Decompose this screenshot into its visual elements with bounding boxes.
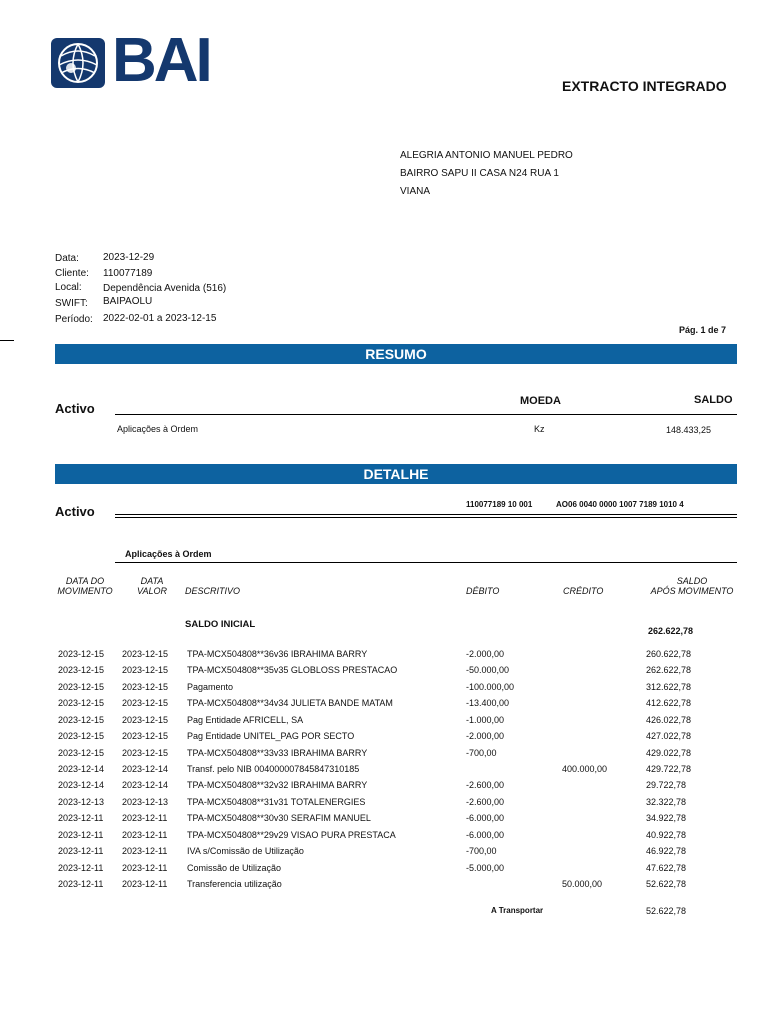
row-data-movimento: 2023-12-15 xyxy=(58,731,105,742)
row-data-valor: 2023-12-11 xyxy=(122,879,168,890)
table-row xyxy=(0,682,768,698)
row-data-movimento: 2023-12-14 xyxy=(58,764,105,774)
row-data-movimento: 2023-12-11 xyxy=(58,862,104,873)
table-row xyxy=(0,797,768,813)
row-data-valor: 2023-12-11 xyxy=(122,862,168,873)
row-descritivo: TPA-MCX504808**29v29 VISAO PURA PRESTACA xyxy=(187,829,396,840)
col-descritivo: DESCRITIVO xyxy=(185,586,241,596)
row-data-movimento: 2023-12-15 xyxy=(58,649,105,659)
row-data-valor: 2023-12-15 xyxy=(122,731,169,742)
row-saldo: 47.622,78 xyxy=(646,862,687,873)
row-saldo: 429.722,78 xyxy=(646,764,692,774)
detalhe-section-title: Activo xyxy=(55,504,95,519)
row-data-movimento: 2023-12-15 xyxy=(58,714,105,725)
meta-value-local: Dependência Avenida (516) xyxy=(103,283,227,294)
col-data-movimento: DATA DO MOVIMENTO xyxy=(57,576,113,596)
bai-logo-text: BAI xyxy=(112,26,210,95)
row-data-movimento: 2023-12-11 xyxy=(58,846,104,857)
client-city: VIANA xyxy=(400,186,431,197)
row-saldo: 427.022,78 xyxy=(646,731,692,742)
row-saldo: 32.322,78 xyxy=(646,796,687,807)
row-saldo: 46.922,78 xyxy=(646,846,687,857)
row-saldo: 34.922,78 xyxy=(646,813,687,824)
row-debito: -700,00 xyxy=(466,747,497,758)
table-row xyxy=(0,731,768,747)
row-data-valor: 2023-12-13 xyxy=(122,796,169,807)
saldo-inicial-value: 262.622,78 xyxy=(648,626,694,636)
row-data-valor: 2023-12-11 xyxy=(122,829,168,840)
row-descritivo: TPA-MCX504808**35v35 GLOBLOSS PRESTACAO xyxy=(187,665,398,676)
col-debito: DÉBITO xyxy=(466,586,500,596)
meta-value-swift: BAIPAOLU xyxy=(103,296,153,307)
row-data-movimento: 2023-12-14 xyxy=(58,780,105,791)
row-descritivo: Transferencia utilização xyxy=(187,879,282,890)
table-row xyxy=(0,649,768,665)
meta-value-periodo: 2022-02-01 a 2023-12-15 xyxy=(103,313,217,324)
client-name: ALEGRIA ANTONIO MANUEL PEDRO xyxy=(400,150,573,161)
row-descritivo: TPA-MCX504808**31v31 TOTALENERGIES xyxy=(187,796,366,807)
table-row xyxy=(0,863,768,879)
client-address-line: BAIRRO SAPU II CASA N24 RUA 1 xyxy=(400,168,559,179)
row-saldo: 426.022,78 xyxy=(646,714,692,725)
detalhe-band: DETALHE xyxy=(55,464,737,484)
row-debito: -2.000,00 xyxy=(466,649,505,659)
meta-value-cliente: 110077189 xyxy=(103,268,153,279)
row-data-movimento: 2023-12-15 xyxy=(58,698,105,709)
row-data-valor: 2023-12-15 xyxy=(122,649,169,659)
row-data-valor: 2023-12-14 xyxy=(122,780,169,791)
row-descritivo: Pag Entidade AFRICELL, SA xyxy=(187,714,304,725)
col-credito: CRÉDITO xyxy=(563,586,604,596)
meta-label-swift: SWIFT: xyxy=(55,298,88,309)
resumo-col-saldo: SALDO xyxy=(694,394,733,406)
row-saldo: 312.622,78 xyxy=(646,681,692,692)
row-data-movimento: 2023-12-11 xyxy=(58,879,104,890)
col-data-valor: DATA VALOR xyxy=(136,576,167,596)
resumo-section-title: Activo xyxy=(55,401,95,416)
table-row xyxy=(0,764,768,780)
resumo-header-rule xyxy=(115,414,737,415)
row-data-movimento: 2023-12-15 xyxy=(58,665,105,676)
row-debito: -1.000,00 xyxy=(466,714,505,725)
table-row xyxy=(0,830,768,846)
row-saldo: 262.622,78 xyxy=(646,665,692,676)
table-row xyxy=(0,879,768,895)
row-credito: 50.000,00 xyxy=(562,879,603,890)
row-data-valor: 2023-12-15 xyxy=(122,698,169,709)
bai-logo-globe-icon xyxy=(51,38,105,88)
row-descritivo: Pag Entidade UNITEL_PAG POR SECTO xyxy=(187,731,355,742)
resumo-col-moeda: MOEDA xyxy=(520,395,561,407)
row-descritivo: Comissão de Utilização xyxy=(187,862,282,873)
account-number: 110077189 10 001 xyxy=(466,500,533,509)
row-debito: -100.000,00 xyxy=(466,681,515,692)
saldo-inicial-label: SALDO INICIAL xyxy=(185,619,256,630)
subsection-rule xyxy=(115,562,737,563)
table-row xyxy=(0,715,768,731)
row-descritivo: TPA-MCX504808**30v30 SERAFIM MANUEL xyxy=(187,813,371,824)
row-debito: -13.400,00 xyxy=(466,698,510,709)
row-data-valor: 2023-12-11 xyxy=(122,846,168,857)
row-descritivo: TPA-MCX504808**36v36 IBRAHIMA BARRY xyxy=(187,649,368,659)
row-debito: -6.000,00 xyxy=(466,813,505,824)
row-descritivo: Transf. pelo NIB 004000007845847310185 xyxy=(187,764,360,774)
row-debito: -2.600,00 xyxy=(466,796,505,807)
row-descritivo: TPA-MCX504808**32v32 IBRAHIMA BARRY xyxy=(187,780,368,791)
row-data-valor: 2023-12-14 xyxy=(122,764,169,774)
detalhe-rule-bottom xyxy=(115,517,737,518)
meta-value-data: 2023-12-29 xyxy=(103,252,155,263)
row-data-movimento: 2023-12-15 xyxy=(58,681,105,692)
row-debito: -700,00 xyxy=(466,846,497,857)
margin-tick xyxy=(0,340,14,341)
resumo-row-moeda: Kz xyxy=(534,424,545,434)
resumo-band: RESUMO xyxy=(55,344,737,364)
subsection-title: Aplicações à Ordem xyxy=(125,549,212,559)
row-data-valor: 2023-12-11 xyxy=(122,813,168,824)
table-row xyxy=(0,748,768,764)
row-descritivo: Pagamento xyxy=(187,681,234,692)
row-data-valor: 2023-12-15 xyxy=(122,747,169,758)
document-title: EXTRACTO INTEGRADO xyxy=(562,78,727,94)
row-saldo: 52.622,78 xyxy=(646,879,687,890)
meta-label-local: Local: xyxy=(55,282,82,293)
table-row xyxy=(0,780,768,796)
row-data-movimento: 2023-12-11 xyxy=(58,829,104,840)
row-debito: -2.000,00 xyxy=(466,731,505,742)
resumo-row-saldo: 148.433,25 xyxy=(666,425,712,435)
detalhe-rule-top xyxy=(115,514,737,515)
row-data-valor: 2023-12-15 xyxy=(122,714,169,725)
row-data-movimento: 2023-12-15 xyxy=(58,747,105,758)
row-debito: -2.600,00 xyxy=(466,780,505,791)
meta-label-data: Data: xyxy=(55,253,79,264)
row-data-movimento: 2023-12-13 xyxy=(58,796,105,807)
row-debito: -50.000,00 xyxy=(466,665,510,676)
row-saldo: 429.022,78 xyxy=(646,747,692,758)
transport-value: 52.622,78 xyxy=(646,906,687,916)
table-row xyxy=(0,846,768,862)
col-saldo-apos: SALDO APÓS MOVIMENTO xyxy=(650,576,734,596)
row-descritivo: IVA s/Comissão de Utilização xyxy=(187,846,304,857)
table-row xyxy=(0,665,768,681)
row-saldo: 29.722,78 xyxy=(646,780,687,791)
transport-label: A Transportar xyxy=(491,906,544,915)
account-iban: AO06 0040 0000 1007 7189 1010 4 xyxy=(556,500,684,509)
row-data-valor: 2023-12-15 xyxy=(122,681,169,692)
table-row xyxy=(0,698,768,714)
page-number: Pág. 1 de 7 xyxy=(679,325,727,335)
table-row xyxy=(0,813,768,829)
resumo-row-label: Aplicações à Ordem xyxy=(117,424,199,434)
row-saldo: 260.622,78 xyxy=(646,649,692,659)
meta-label-cliente: Cliente: xyxy=(55,268,89,279)
row-descritivo: TPA-MCX504808**33v33 IBRAHIMA BARRY xyxy=(187,747,368,758)
row-debito: -6.000,00 xyxy=(466,829,505,840)
row-saldo: 40.922,78 xyxy=(646,829,687,840)
row-credito: 400.000,00 xyxy=(562,764,608,774)
row-descritivo: TPA-MCX504808**34v34 JULIETA BANDE MATAM xyxy=(187,698,393,709)
row-saldo: 412.622,78 xyxy=(646,698,692,709)
row-data-movimento: 2023-12-11 xyxy=(58,813,104,824)
row-data-valor: 2023-12-15 xyxy=(122,665,169,676)
row-debito: -5.000,00 xyxy=(466,862,505,873)
meta-label-periodo: Período: xyxy=(55,314,93,325)
